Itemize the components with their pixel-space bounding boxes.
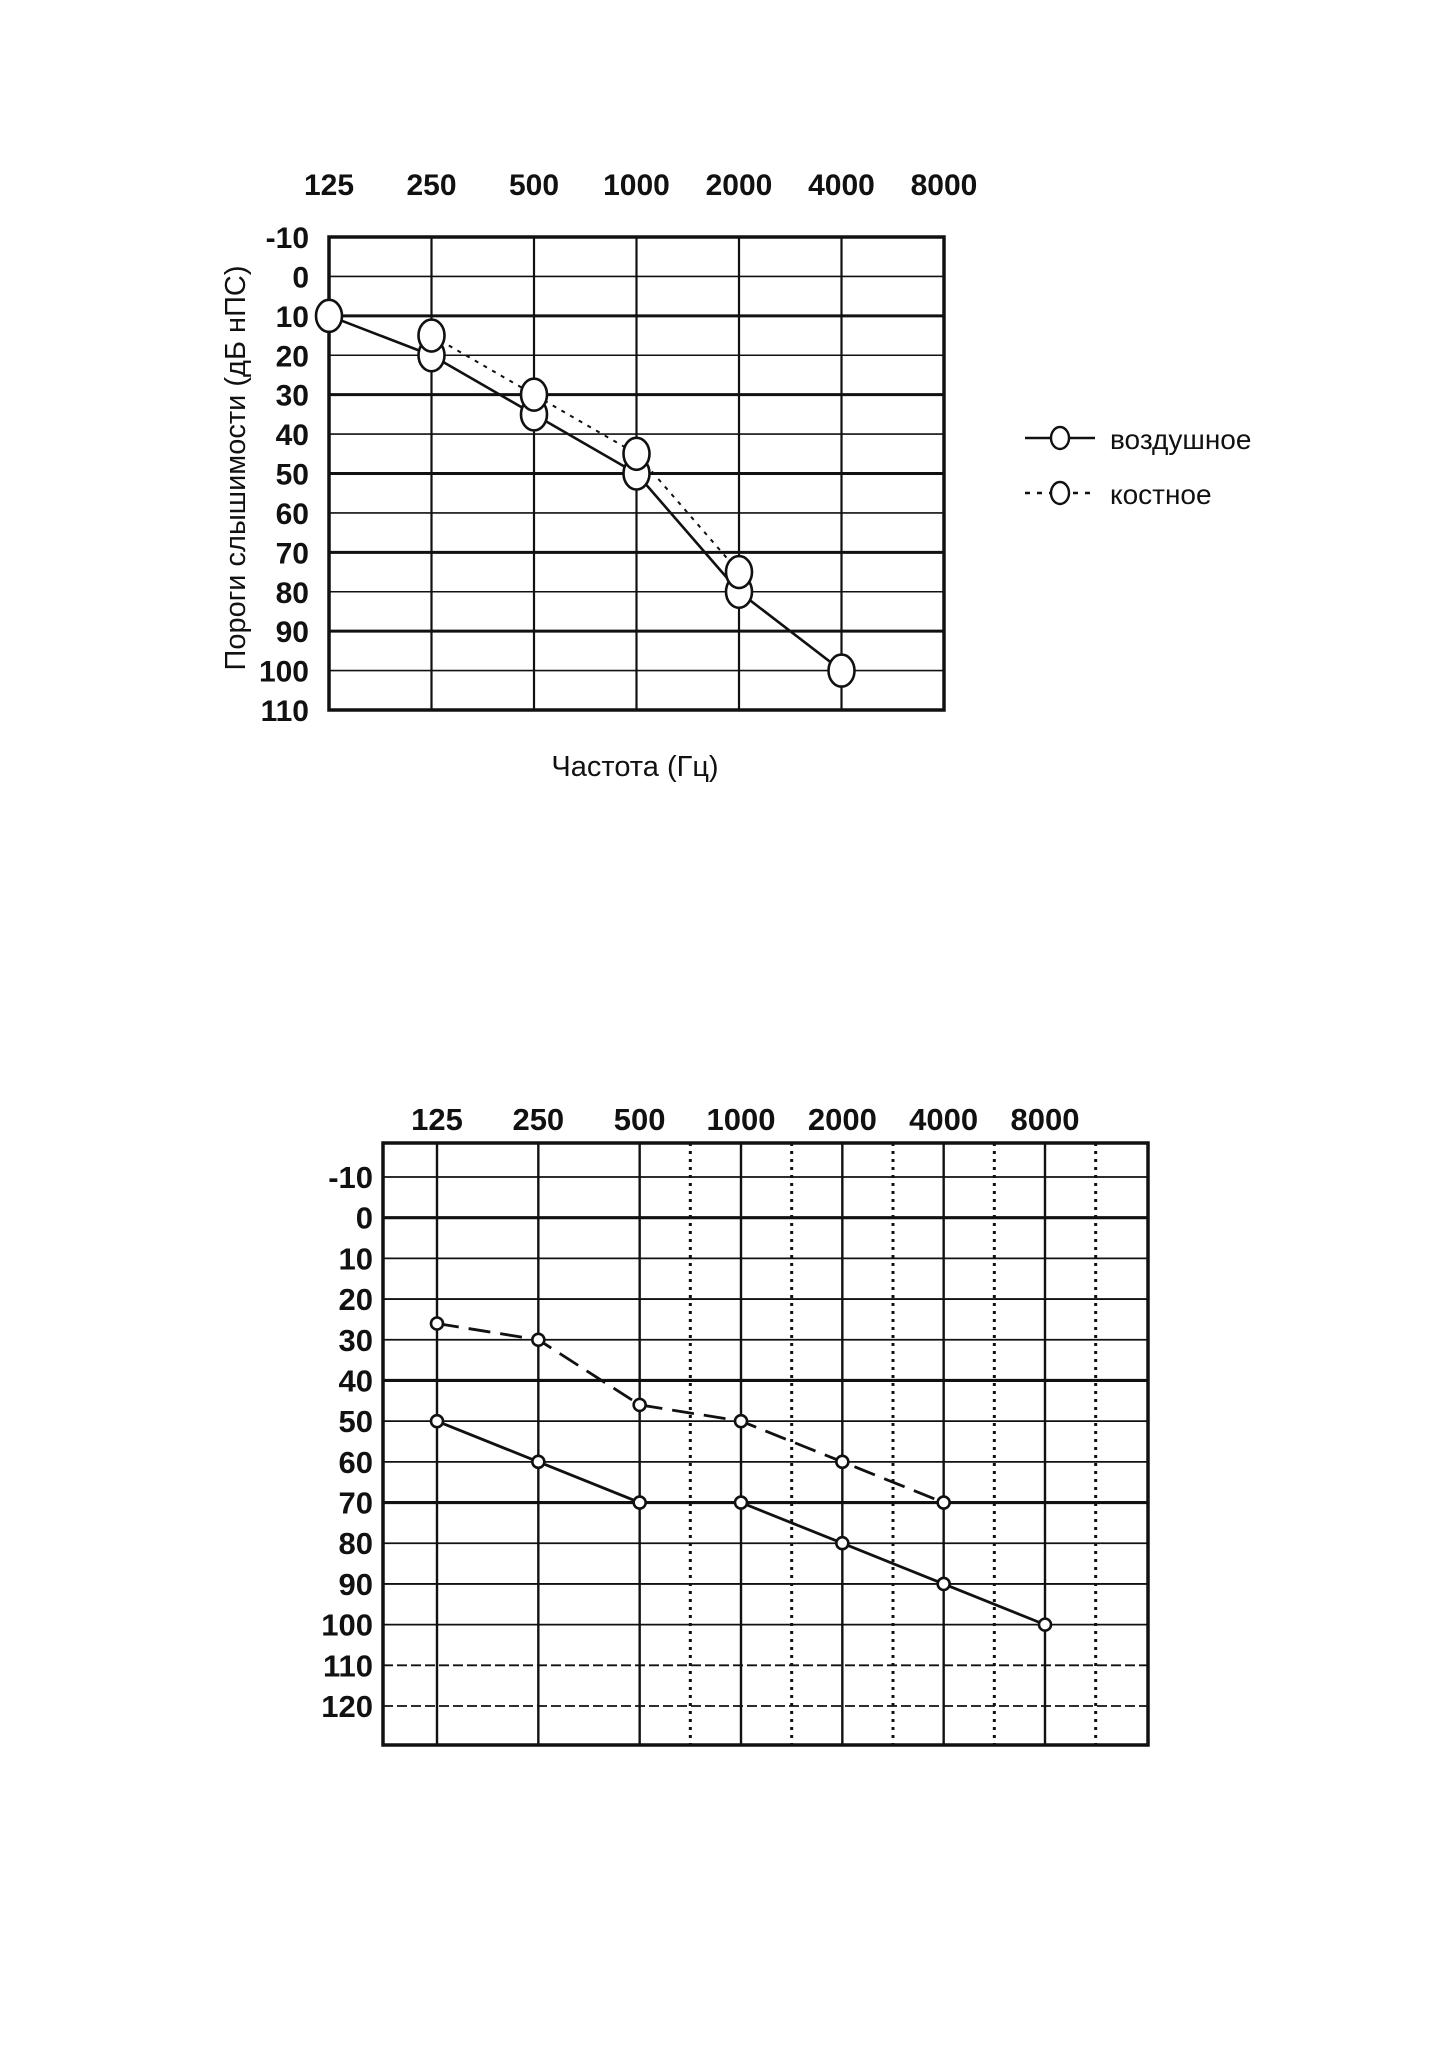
chart1-x-tick-label: 250 [406,169,457,202]
chart1-x-tick-label: 2000 [705,169,773,202]
chart2-x-tick-label: 2000 [807,1102,877,1137]
chart1-y-tick-label: 40 [275,419,309,453]
legend-label-air: воздушное [1110,424,1252,455]
chart1-y-tick-label: 60 [275,497,309,531]
chart1-y-tick-label: 10 [275,300,309,334]
legend-swatch-marker-air [1051,427,1069,449]
chart1-y-tick-label: 110 [260,695,309,728]
chart1-data-point [316,300,342,332]
chart1-data-point [624,438,650,470]
chart1-x-tick-label: 125 [303,169,355,202]
chart2-x-tick-label: 4000 [909,1102,979,1137]
chart2-data-point [634,1399,646,1411]
chart2-y-tick-label: 100 [321,1607,373,1643]
chart2-y-tick-label: 70 [338,1485,373,1521]
chart2-grid [383,1143,1148,1745]
chart1-y-tick-label: 20 [275,340,309,374]
chart2-y-tick-label: 80 [338,1526,373,1562]
chart2-data-point [735,1415,747,1427]
chart2-series-line-1 [437,1323,944,1502]
chart1-y-axis-label: Пороги слышимости (дБ нПС) [220,265,252,671]
chart1-data-point [726,556,752,588]
chart2-x-ticks [411,1102,1079,1137]
legend-label-bone: костное [1110,479,1212,510]
chart1-x-tick-label: 4000 [808,169,875,202]
chart2-x-tick-label: 8000 [1010,1102,1080,1137]
chart1-y-ticks [259,222,309,728]
chart2-data-point [532,1334,544,1346]
chart2-y-tick-label: 0 [355,1200,373,1236]
chart2-x-tick-label: 500 [613,1102,666,1137]
chart2-x-tick-label: 125 [411,1102,463,1137]
chart1-y-tick-label: 0 [292,261,309,295]
chart1-x-tick-label: 1000 [603,169,670,202]
chart1-y-tick-label: 70 [275,537,309,571]
chart1-y-tick-label: 100 [258,655,309,689]
chart2-data-point [836,1537,848,1549]
chart2-y-tick-label: 50 [338,1404,373,1440]
chart1-series-line-0 [329,316,842,671]
chart1-x-tick-label: 8000 [910,169,978,202]
chart2-y-tick-label: 60 [338,1444,373,1480]
chart2-y-tick-label: 40 [338,1363,373,1399]
chart1-y-tick-label: 80 [275,576,309,610]
chart2-y-tick-label: 110 [322,1648,373,1684]
chart1-x-ticks [304,169,977,202]
chart1-series-lines [329,316,842,671]
chart2-data-point [431,1415,443,1427]
chart1-data-point [419,320,445,352]
chart2-data-point [532,1456,544,1468]
chart2-data-point [634,1497,646,1509]
chart1-series-points [316,300,855,687]
chart2-data-point [735,1497,747,1509]
audiogram-chart-bottom [0,1050,1449,2050]
audiogram-chart-top [0,0,1449,1000]
chart2-data-point [938,1578,950,1590]
legend-swatch-marker-bone [1051,482,1069,504]
chart1-legend [1025,424,1251,510]
chart2-y-ticks [321,1160,373,1724]
chart2-data-point [1039,1619,1051,1631]
chart1-x-tick-label: 500 [508,169,560,202]
chart1-y-tick-label: -10 [265,222,309,255]
chart1-data-point [829,655,855,687]
chart1-y-tick-label: 90 [275,616,309,650]
chart2-y-tick-label: -10 [328,1160,373,1195]
chart2-y-tick-label: 30 [338,1322,373,1358]
chart2-y-tick-label: 20 [338,1282,373,1318]
chart2-x-tick-label: 250 [512,1102,565,1137]
chart2-plot-frame [383,1143,1148,1745]
chart1-y-tick-label: 30 [275,379,309,413]
chart2-y-tick-label: 120 [321,1689,373,1724]
chart2-y-tick-label: 90 [338,1566,373,1602]
chart2-y-tick-label: 10 [338,1241,373,1277]
chart2-data-point [938,1497,950,1509]
chart1-x-axis-label: Частота (Гц) [551,751,719,783]
chart2-data-point [431,1317,443,1329]
chart2-x-tick-label: 1000 [706,1102,776,1137]
chart1-y-tick-label: 50 [275,458,309,492]
chart1-data-point [521,379,547,411]
chart2-data-point [836,1456,848,1468]
